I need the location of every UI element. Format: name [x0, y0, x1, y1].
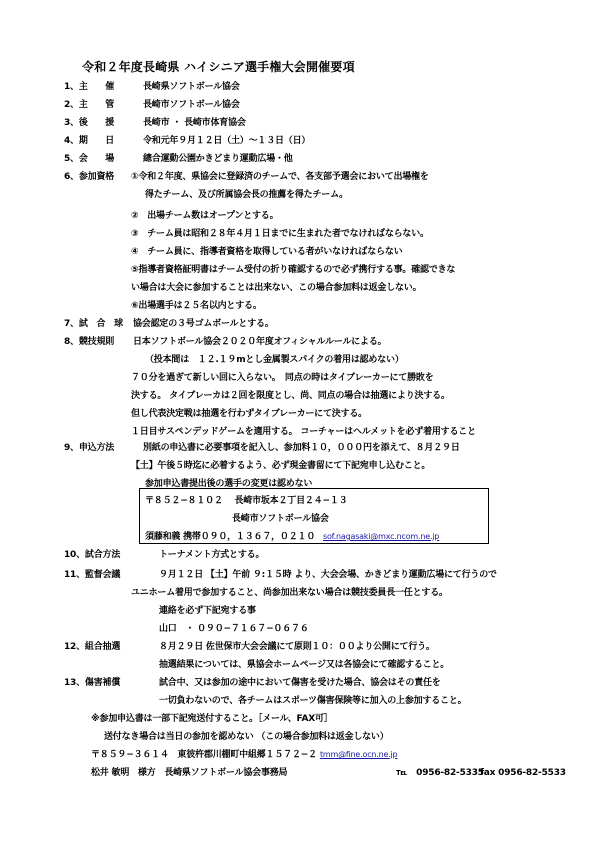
section11-line: 山口 ・ ０９０−７１６７−０６７６ [159, 624, 309, 634]
document-title: 令和２年度長崎県 ハイシニア選手権大会開催要項 [82, 60, 355, 74]
item-venue-value: 總合運動公園かきどまり運動広場・他 [143, 154, 293, 164]
address-box-contact: 須藤和義 携帯０９０，１３６７，０２１０ [145, 532, 316, 542]
section9-line: 参加申込書提出後の選手の変更は認めない [145, 479, 313, 489]
section13-label: 13、傷害補償 [64, 678, 121, 688]
section6-line: ⑥出場選手は２５名以内とする。 [131, 301, 262, 311]
section13-line: 試合中、又は参加の途中において傷害を受けた場合、協会はその責任を [159, 678, 441, 688]
section11-line: ユニホーム着用で参加すること、尚参加出来ない場合は競技委員長一任とする。 [131, 588, 448, 598]
section13-line: 一切負わないので、各チームはスポーツ傷害保険等に加入の上参加すること。 [159, 696, 467, 706]
section6-line: ⑤指導者資格証明書はチーム受付の折り確認するので必ず携行する事。確認できな [131, 265, 456, 275]
section11-label: 11、監督会議 [64, 570, 121, 580]
section8-line: （投本間は １２.１９mとし金属製スパイクの着用は認めない） [145, 355, 404, 365]
section6-line: 得たチーム、及び所属協会長の推薦を得たチーム。 [145, 190, 348, 200]
section7-value: 協会認定の３号ゴムボールとする。 [133, 319, 274, 329]
section6-label: 6、参加資格 [64, 172, 115, 182]
section8-line: 日本ソフトボール協会２０２０年度オフィシャルルールによる。 [133, 337, 387, 347]
section10-label: 10、試合方法 [64, 550, 121, 560]
item-support-label: 3、後 援 [64, 118, 115, 128]
section6-line: ③ チーム員は昭和２８年４月１日までに生まれた者でなければならない。 [131, 229, 429, 239]
section9-line: 別紙の申込書に必要事項を記入し、参加料１０，０００円を添えて、８月２９日 [143, 443, 460, 453]
address-box-org: 長崎市ソフトボール協会 [232, 514, 329, 524]
footer-address: 〒８５９−３６１４ 東彼杵郡川棚町中組郷１５７２−２ [91, 750, 317, 760]
section10-value: トーナメント方式とする。 [159, 550, 265, 560]
section8-line: 但し代表決定戦は抽選を行わずタイブレーカーにて決する。 [131, 409, 367, 419]
section6-line: ①令和２年度、県協会に登録済のチームで、各支部予選会において出場権を [131, 172, 429, 182]
note-line: 送付なき場合は当日の参加を認めない （この場合参加料は返金しない） [104, 732, 389, 742]
item-support-value: 長崎市 ・ 長崎市体育協会 [143, 118, 246, 128]
item-organizer-value: 長崎市ソフトボール協会 [143, 100, 240, 110]
address-box-email-link[interactable]: sof.nagasaki@mxc.ncom.ne.jp [323, 532, 440, 541]
section8-line: 決する。 タイブレーカは２回を限度とし、尚、同点の場合は抽選により決する。 [131, 391, 450, 401]
section9-label: 9、申込方法 [64, 443, 115, 453]
item-venue-label: 5、会 場 [64, 154, 115, 164]
section11-line: ９月１２日 【土】午前 ９:１５時 より、大会会場、かきどまり運動広場にて行うので [159, 570, 497, 580]
footer-contact: 松井 敏明 様方 長崎県ソフトボール協会事務局 [91, 768, 288, 778]
section12-label: 12、組合抽選 [64, 642, 121, 652]
section12-line: ８月２９日 佐世保市大会会議にて原則１０：００より公開にて行う。 [159, 642, 435, 652]
section7-label: 7、試 合 球 [64, 319, 123, 329]
address-box-postal: 〒８５２−８１０２ 長崎市坂本２丁目２４−１３ [145, 496, 348, 506]
item-organizer-label: 2、主 管 [64, 100, 115, 110]
section6-line: い場合は大会に参加することは出来ない、この場合参加料は返金しない。 [131, 283, 422, 293]
section8-line: １日目サスペンデッドゲームを適用する。 コーチャーはヘルメットを必ず着用すること [131, 427, 476, 437]
footer-fax: fax 0956-82-5533 [480, 768, 566, 778]
section6-line: ② 出場チーム数はオープンとする。 [131, 211, 279, 221]
footer-tel: ℡ 0956-82-5335 [396, 768, 484, 778]
section8-line: ７０分を過ぎて新しい回に入らない。 同点の時はタイブレーカーにて勝敗を [131, 373, 434, 383]
item-date-label: 4、期 日 [64, 136, 115, 146]
section6-line: ④ チーム員に、指導者資格を取得している者がいなければならない [131, 247, 403, 257]
footer-email-link[interactable]: tmm@fine.ocn.ne.jp [320, 750, 398, 759]
item-host-label: 1、主 催 [64, 82, 115, 92]
item-date-value: 令和元年９月１２日（土）～１３日（日） [143, 136, 311, 146]
section12-line: 抽選結果については、県協会ホームページ又は各協会にて確認すること。 [159, 660, 450, 670]
section9-line: 【土】午後５時迄に必着するよう、必ず現金書留にて下記宛申し込むこと。 [131, 461, 431, 471]
section11-line: 連絡を必ず下記宛する事 [159, 606, 256, 616]
note-line: ※参加申込書は一部下記宛送付すること。［メール、FAX可］ [91, 714, 333, 724]
item-host-value: 長崎県ソフトボール協会 [143, 82, 240, 92]
section8-label: 8、競技規則 [64, 337, 115, 347]
